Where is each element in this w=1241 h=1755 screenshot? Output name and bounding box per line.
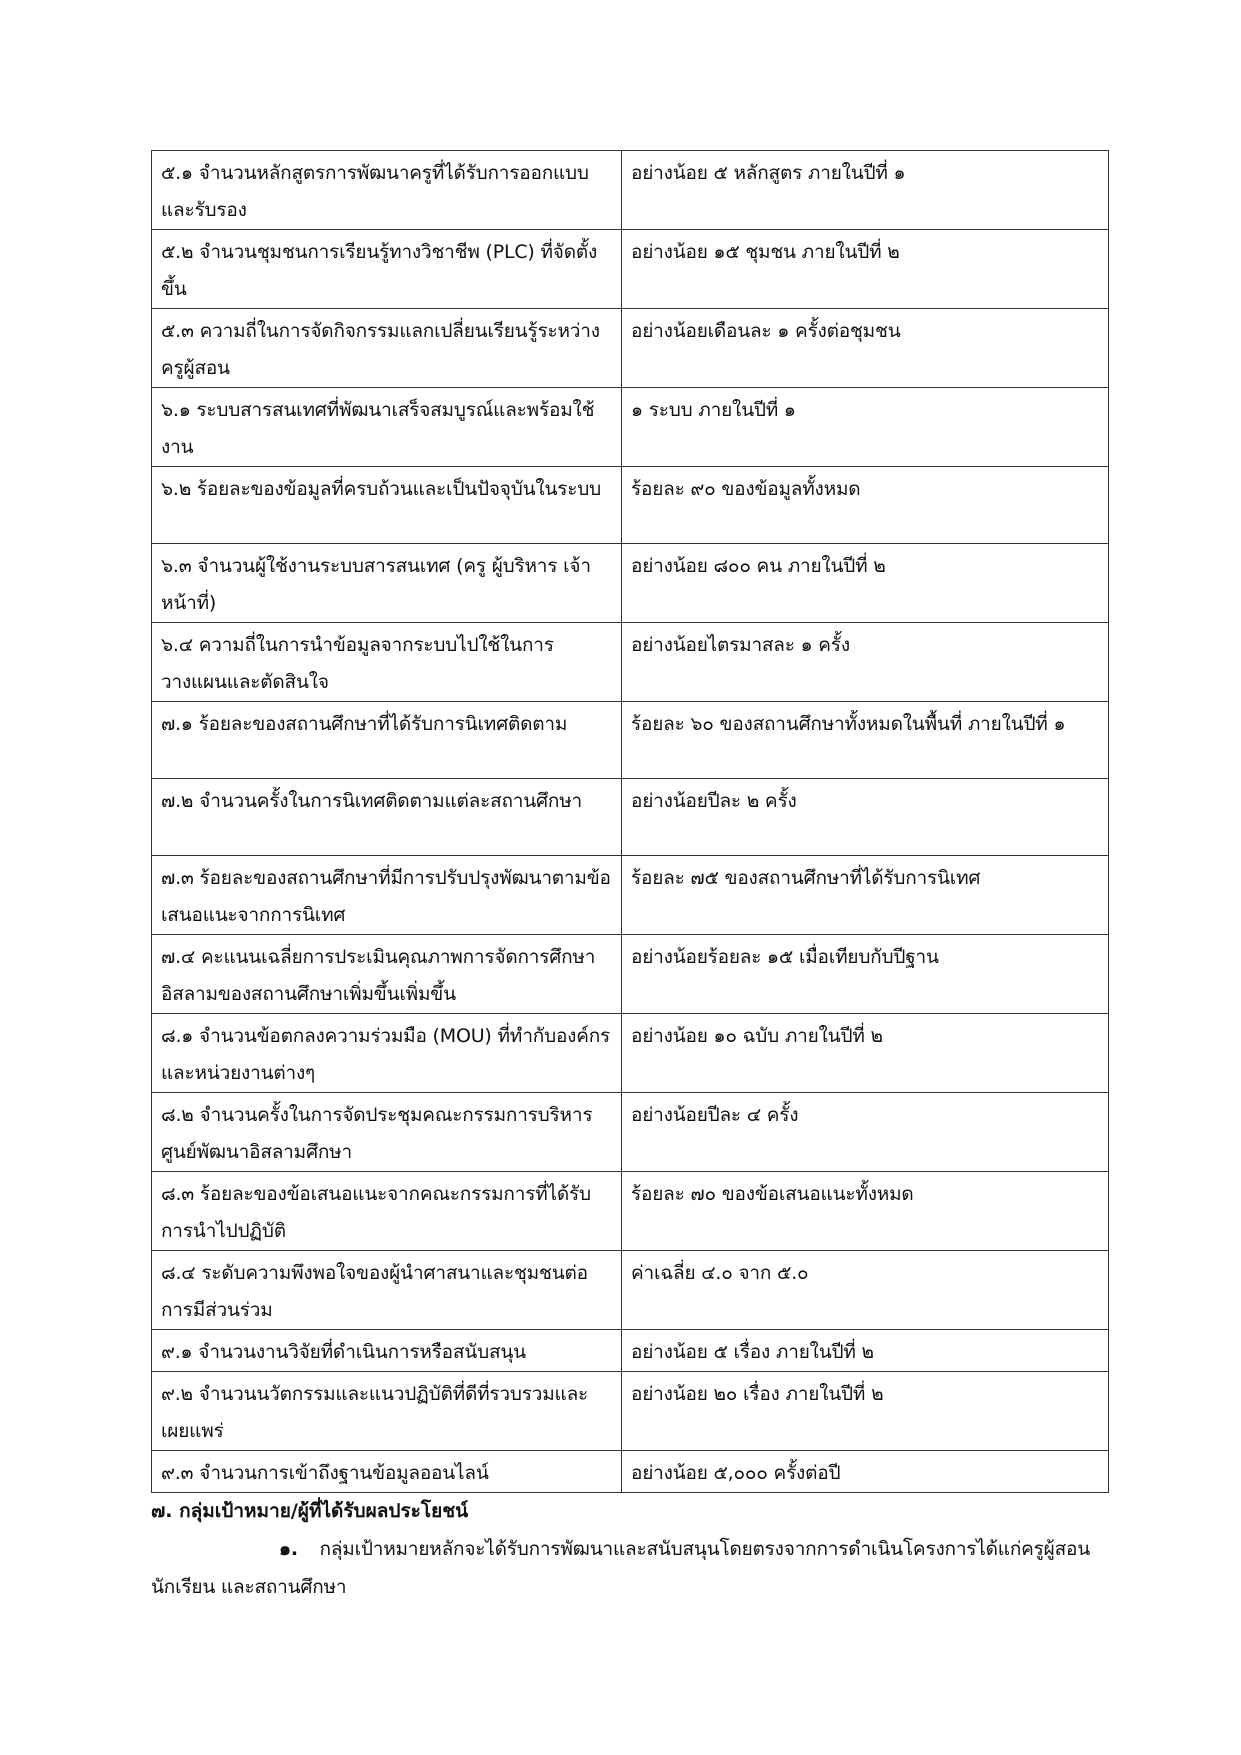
table-row [152, 1372, 1109, 1451]
target-cell [622, 1251, 1109, 1330]
target-cell [622, 1172, 1109, 1251]
target-text: ร้อยละ ๗๐ ของข้อเสนอแนะทั้งหมด [631, 1183, 914, 1205]
table-row [152, 388, 1109, 467]
target-text: อย่างน้อยเดือนละ ๑ ครั้งต่อชุมชน [631, 320, 901, 342]
indicator-text: ๖.๑ ระบบสารสนเทศที่พัฒนาเสร็จสมบูรณ์และพร้อมใช้งาน [161, 399, 595, 458]
target-cell [622, 702, 1109, 779]
target-text: อย่างน้อยปีละ ๒ ครั้ง [631, 790, 797, 812]
indicator-cell [152, 151, 622, 230]
indicator-cell [152, 1014, 622, 1093]
target-cell [622, 230, 1109, 309]
indicator-cell [152, 1093, 622, 1172]
section-paragraph [151, 1530, 1090, 1606]
target-text: อย่างน้อยร้อยละ ๑๕ เมื่อเทียบกับปีฐาน [631, 946, 939, 968]
indicator-cell [152, 1251, 622, 1330]
target-text: อย่างน้อย ๕ เรื่อง ภายในปีที่ ๒ [631, 1341, 874, 1363]
target-cell [622, 388, 1109, 467]
table-row [152, 1014, 1109, 1093]
target-cell [622, 151, 1109, 230]
indicator-text: ๖.๔ ความถี่ในการนำข้อมูลจากระบบไปใช้ในการวางแผนและตัดสินใจ [161, 634, 554, 693]
indicator-cell [152, 1372, 622, 1451]
indicator-cell [152, 1172, 622, 1251]
target-cell [622, 779, 1109, 856]
indicator-text: ๘.๒ จำนวนครั้งในการจัดประชุมคณะกรรมการบริหารศูนย์พัฒนาอิสลามศึกษา [161, 1104, 593, 1163]
indicator-cell [152, 1330, 622, 1372]
table-row [152, 1330, 1109, 1372]
target-cell [622, 1372, 1109, 1451]
indicator-text: ๕.๑ จำนวนหลักสูตรการพัฒนาครูที่ได้รับการออกแบบและรับรอง [161, 162, 589, 221]
table-row [152, 151, 1109, 230]
indicator-text: ๗.๔ คะแนนเฉลี่ยการประเมินคุณภาพการจัดการศึกษาอิสลามของสถานศึกษาเพิ่มขึ้นเพิ่มขึ้น [161, 946, 596, 1005]
indicator-text: ๙.๓ จำนวนการเข้าถึงฐานข้อมูลออนไลน์ [161, 1462, 489, 1484]
indicator-text: ๘.๓ ร้อยละของข้อเสนอแนะจากคณะกรรมการที่ได้รับการนำไปปฏิบัติ [161, 1183, 591, 1242]
target-cell [622, 467, 1109, 544]
table-row [152, 1172, 1109, 1251]
target-text: ๑ ระบบ ภายในปีที่ ๑ [631, 399, 796, 421]
indicator-text: ๖.๓ จำนวนผู้ใช้งานระบบสารสนเทศ (ครู ผู้บริหาร เจ้าหน้าที่) [161, 555, 591, 614]
indicator-cell [152, 309, 622, 388]
indicator-text: ๗.๓ ร้อยละของสถานศึกษาที่มีการปรับปรุงพัฒนาตามข้อเสนอแนะจากการนิเทศ [161, 867, 611, 926]
table-row [152, 702, 1109, 779]
target-text: ร้อยละ ๗๕ ของสถานศึกษาที่ได้รับการนิเทศ [631, 867, 981, 889]
target-text: อย่างน้อย ๕ หลักสูตร ภายในปีที่ ๑ [631, 162, 906, 184]
target-cell [622, 544, 1109, 623]
target-text: ร้อยละ ๖๐ ของสถานศึกษาทั้งหมดในพื้นที่ ภายในปีที่ ๑ [631, 713, 1066, 735]
target-text: อย่างน้อย ๑๐ ฉบับ ภายในปีที่ ๒ [631, 1025, 883, 1047]
indicator-cell [152, 230, 622, 309]
table-row [152, 935, 1109, 1014]
target-text: ค่าเฉลี่ย ๔.๐ จาก ๕.๐ [631, 1262, 809, 1284]
indicator-cell [152, 388, 622, 467]
target-cell [622, 309, 1109, 388]
indicator-text: ๘.๑ จำนวนข้อตกลงความร่วมมือ (MOU) ที่ทำกับองค์กรและหน่วยงานต่างๆ [161, 1025, 611, 1084]
table-row [152, 1451, 1109, 1493]
table-row [152, 1093, 1109, 1172]
indicator-text: ๕.๓ ความถี่ในการจัดกิจกรรมแลกเปลี่ยนเรียนรู้ระหว่างครูผู้สอน [161, 320, 600, 379]
indicator-text: ๙.๒ จำนวนนวัตกรรมและแนวปฏิบัติที่ดีที่รวบรวมและเผยแพร่ [161, 1383, 589, 1442]
section-heading: ๗. กลุ่มเป้าหมาย/ผู้ที่ได้รับผลประโยชน์ [151, 1500, 469, 1522]
table-row [152, 230, 1109, 309]
indicator-cell [152, 544, 622, 623]
table-row [152, 623, 1109, 702]
target-cell [622, 623, 1109, 702]
table-row [152, 544, 1109, 623]
indicator-text: ๗.๒ จำนวนครั้งในการนิเทศติดตามแต่ละสถานศึกษา [161, 790, 582, 812]
indicator-cell [152, 779, 622, 856]
target-cell [622, 1330, 1109, 1372]
indicator-target-table [151, 150, 1109, 1493]
target-text: ร้อยละ ๙๐ ของข้อมูลทั้งหมด [631, 478, 861, 500]
table-body [152, 151, 1109, 1493]
target-cell [622, 935, 1109, 1014]
target-group-section [151, 1492, 1090, 1606]
table-row [152, 779, 1109, 856]
table-row [152, 856, 1109, 935]
indicator-cell [152, 935, 622, 1014]
indicator-cell [152, 856, 622, 935]
indicator-cell [152, 623, 622, 702]
indicator-cell [152, 467, 622, 544]
indicator-text: ๗.๑ ร้อยละของสถานศึกษาที่ได้รับการนิเทศติดตาม [161, 713, 568, 735]
indicator-cell [152, 1451, 622, 1493]
target-text: อย่างน้อยปีละ ๔ ครั้ง [631, 1104, 799, 1126]
indicator-text: ๖.๒ ร้อยละของข้อมูลที่ครบถ้วนและเป็นปัจจุบันในระบบ [161, 478, 601, 500]
target-cell [622, 856, 1109, 935]
target-cell [622, 1093, 1109, 1172]
indicator-text: ๙.๑ จำนวนงานวิจัยที่ดำเนินการหรือสนับสนุน [161, 1341, 526, 1363]
target-cell [622, 1451, 1109, 1493]
target-cell [622, 1014, 1109, 1093]
target-text: อย่างน้อย ๕,๐๐๐ ครั้งต่อปี [631, 1462, 841, 1484]
item-text: กลุ่มเป้าหมายหลักจะได้รับการพัฒนาและสนับสนุนโดยตรงจากการดำเนินโครงการได้แก่ครูผู้สอน นักเรียน และสถานศึกษา [151, 1538, 1090, 1598]
target-text: อย่างน้อย ๑๕ ชุมชน ภายในปีที่ ๒ [631, 241, 900, 263]
table-row [152, 467, 1109, 544]
indicator-cell [152, 702, 622, 779]
item-number: ๑. [279, 1538, 298, 1560]
table-row [152, 1251, 1109, 1330]
target-text: อย่างน้อย ๘๐๐ คน ภายในปีที่ ๒ [631, 555, 886, 577]
indicator-text: ๕.๒ จำนวนชุมชนการเรียนรู้ทางวิชาชีพ (PLC) ที่จัดตั้งขึ้น [161, 241, 598, 300]
target-text: อย่างน้อย ๒๐ เรื่อง ภายในปีที่ ๒ [631, 1383, 884, 1405]
target-text: อย่างน้อยไตรมาสละ ๑ ครั้ง [631, 634, 850, 656]
indicator-text: ๘.๔ ระดับความพึงพอใจของผู้นำศาสนาและชุมชนต่อการมีส่วนร่วม [161, 1262, 588, 1321]
table-row [152, 309, 1109, 388]
